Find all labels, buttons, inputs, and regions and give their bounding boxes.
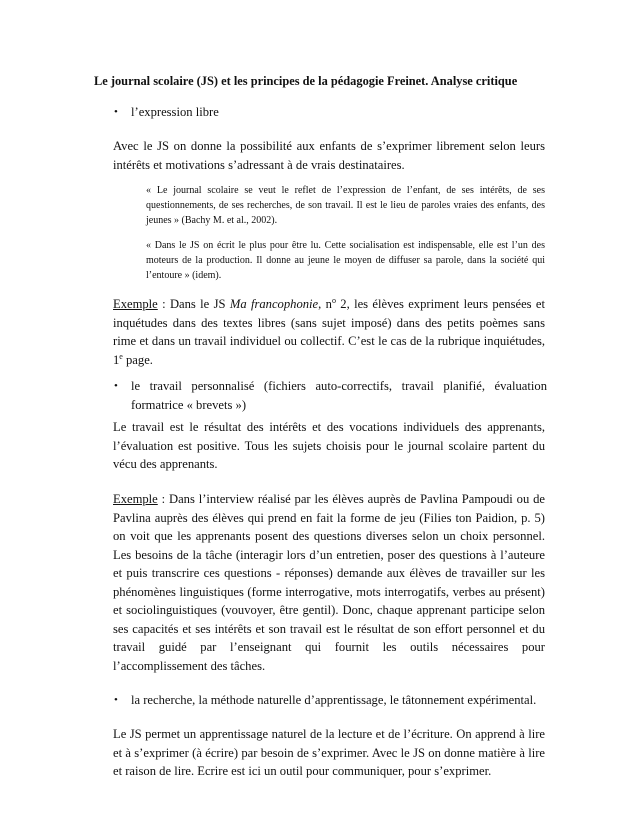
bullet-icon: • xyxy=(114,694,118,706)
example-lead: : Dans le JS xyxy=(157,297,230,311)
quote-idem: « Dans le JS on écrit le plus pour être lu. Cette socialisation est indispensable, elle est l’un des moteurs de la production. Il donne au jeune le moyen de diffuser sa parole, dans la société qui l’entoure » (idem). xyxy=(146,240,545,281)
bullet-text: la recherche, la méthode naturelle d’apprentissage, le tâtonnement expérimental. xyxy=(131,693,537,707)
number-superscript: o xyxy=(331,295,336,305)
number-prefix: , n xyxy=(318,297,332,311)
document-title: Le journal scolaire (JS) et les principes de la pédagogie Freinet. Analyse critique xyxy=(94,74,518,88)
bullet-icon: • xyxy=(114,380,118,392)
example-paragraph-1 xyxy=(113,295,545,369)
quote-bachy: « Le journal scolaire se veut le reflet de l’expression de l’enfant, de ses intérêts, de ses questionnements, de ses recherches, de son travail. Il est le lieu de paroles vraies des enfants, des jeunes » (Bachy M. et al., 2002). xyxy=(146,185,545,226)
bullet-text: le travail personnalisé (fichiers auto-correctifs, travail planifié, évaluation formatrice « brevets ») xyxy=(131,379,547,412)
bullet-icon: • xyxy=(114,106,118,118)
example-paragraph-2 xyxy=(113,490,545,675)
journal-name: Ma francophonie xyxy=(229,297,319,311)
paragraph-expression: Avec le JS on donne la possibilité aux enfants de s’exprimer librement selon leurs intérêts et motivations s’adressant à de vrais destinataires. xyxy=(113,139,545,172)
example-body: : Dans l’interview réalisé par les élèves auprès de Pavlina Pampoudi ou de Pavlina auprès des élèves qui prend en fait la forme de jeu (Filies ton Paidion, p. 5) on voit que les apprenants posent des questions diverses selon un choix personnel. Les besoins de la tâche (interagir lors d’un entretien, poser des questions à l’auteure et puis transcrire ces questions - réponses) demande aux élèves de travailler sur les phénomènes linguistiques (forme interrogative, mots interrogatifs, verbes au présent) et sociolinguistiques (vouvoyer, être gentil). Donc, chaque apprenant participe selon ses capacités et ses intérêts et son travail est le résultat de son effort personnel et du travail guidé par l’enseignant qui fournit les outils nécessaires pour l’accomplissement des tâches. xyxy=(113,492,545,673)
example-body: 2, les élèves expriment leurs pensées et inquétudes dans des textes libres (sans sujet imposé) dans des petits poèmes sans rime et dans un travail individuel ou collectif. C’est le cas de la rubrique inquiétudes, 1 xyxy=(113,297,546,367)
bullet-text: l’expression libre xyxy=(131,105,219,119)
page-superscript: e xyxy=(119,351,123,361)
paragraph-travail: Le travail est le résultat des intérêts et des vocations individuels des apprenants, l’évaluation est positive. Tous les sujets choisis pour le journal scolaire partent du vécu des apprenants. xyxy=(113,420,545,471)
example-end: page. xyxy=(122,352,153,367)
example-label: Exemple xyxy=(113,297,158,311)
paragraph-recherche: Le JS permet un apprentissage naturel de la lecture et de l’écriture. On apprend à lire et à s’exprimer (à écrire) par besoin de s’exprimer. Avec le JS on donne matière à lire et raison de lire. Ecrire est ici un outil pour communiquer, pour s’exprimer. xyxy=(113,727,545,778)
example-label: Exemple xyxy=(113,492,158,506)
